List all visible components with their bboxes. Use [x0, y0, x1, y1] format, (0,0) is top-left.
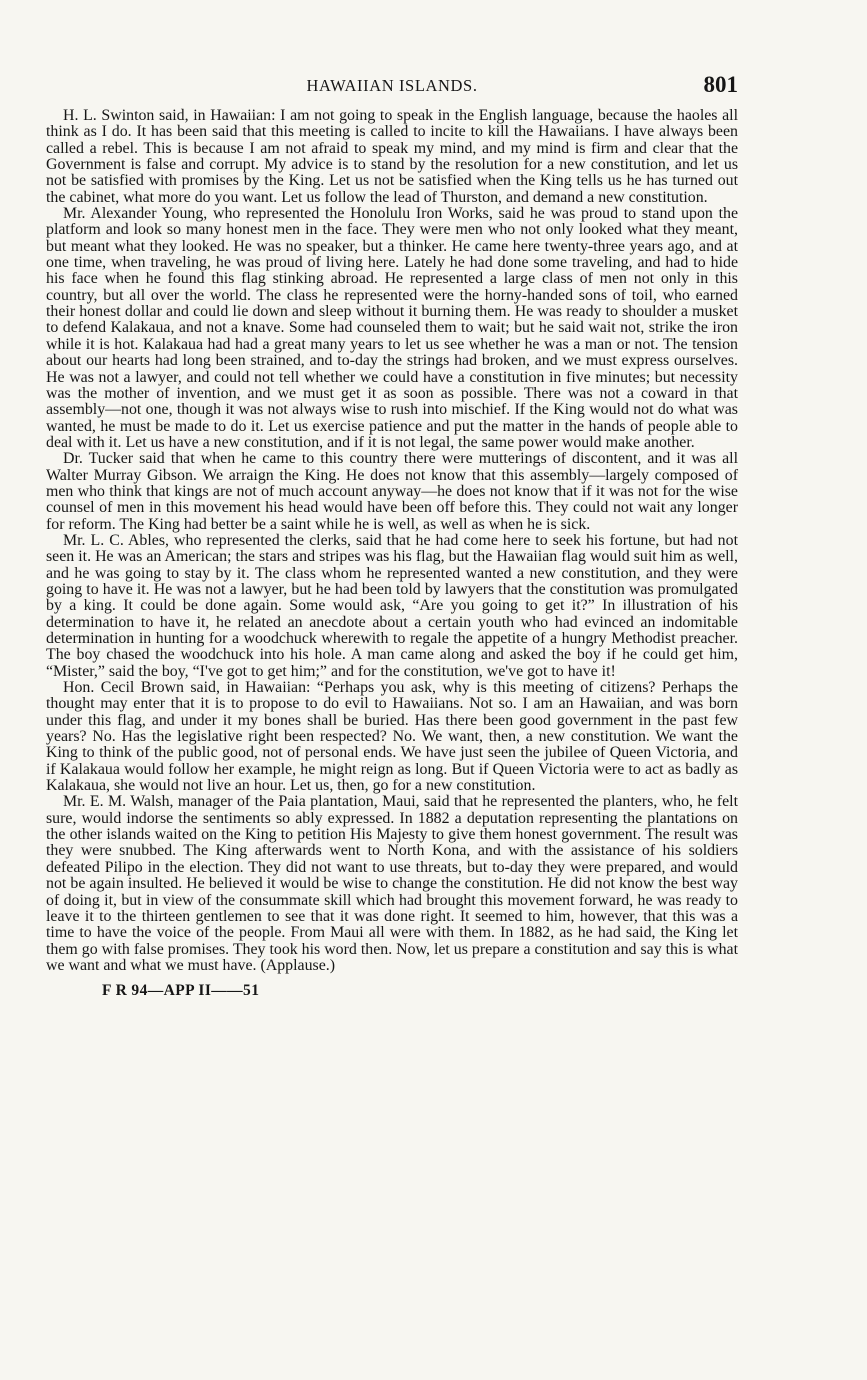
- paragraph-ables: Mr. L. C. Ables, who represented the clerks, said that he had come here to seek his fortune, but had not seen it. He was an American; the stars and stripes was his flag, but the Hawaiian flag would suit him as well, and he was going to stay by it. The class whom he represented wanted a new constitution, and they were going to have it. He was not a lawyer, but he had been told by lawyers that the constitution was promulgated by a king. It could be done again. Some would ask, “Are you going to get it?” In illustration of his determination to have it, he related an anecdote about a certain youth who had evinced an indomitable determination in hunting for a woodchuck wherewith to regale the appetite of a hungry Methodist preacher. The boy chased the woodchuck into his hole. A man came along and asked the boy if he could get him, “Mister,” said the boy, “I've got to get him;” and for the constitution, we've got to have it!: [46, 531, 738, 680]
- printer-signature: F R 94—APP II——51: [102, 982, 260, 1000]
- document-page: [46, 72, 738, 1000]
- paragraph-walsh: Mr. E. M. Walsh, manager of the Paia plantation, Maui, said that he represented the planters, who, he felt sure, would indorse the sentiments so ably expressed. In 1882 a deputation representing the plantations on the other islands waited on the King to petition His Majesty to give them honest government. The result was they were snubbed. The King afterwards went to North Kona, and with the assistance of his soldiers defeated Pilipo in the election. They did not want to use threats, but to-day they were prepared, and would not be again insulted. He believed it would be wise to change the constitution. He did not know the best way of doing it, but in view of the consummate skill which had brought this movement forward, he was ready to leave it to the thirteen gentlemen to see that it was done right. It seemed to him, however, that this was a time to have the voice of the people. From Maui all were with them. In 1882, as he had said, the King let them go with false promises. They took his word then. Now, let us prepare a constitution and say this is what we want and what we must have. (Applause.): [46, 793, 739, 974]
- running-title: HAWAIIAN ISLANDS.: [306, 76, 478, 95]
- paragraph-brown: Hon. Cecil Brown said, in Hawaiian: “Perhaps you ask, why is this meeting of citizens? Perhaps the thought may enter that it is to propose to do evil to Hawaiians. Not so. I am an Hawaiian, and was born under this flag, and under it my bones shall be buried. Has there been good government in the past few years? No. Has the legislative right been respected? No. We want, then, a new constitution. We want the King to think of the public good, not of personal ends. We have just seen the jubilee of Queen Victoria, and if Kalakaua would follow her example, he might reign as long. But if Queen Victoria were to act as badly as Kalakaua, she would not live an hour. Let us, then, go for a new constitution.: [46, 679, 738, 795]
- body-text: [46, 108, 738, 974]
- page-number: 801: [703, 72, 738, 97]
- paragraph-tucker: Dr. Tucker said that when he came to this country there were mutterings of discontent, and it was all Walter Murray Gibson. We arraign the King. He does not know that this assembly—largely composed of men who think that kings are not of much account anyway—he does not know that if it was not for the wise counsel of men in this movement his head would have been off before this. They could not wait any longer for reform. The King had better be a saint while he is well, as well as when he is sick.: [46, 450, 738, 533]
- paragraph-swinton: H. L. Swinton said, in Hawaiian: I am not going to speak in the English language, because the haoles all think as I do. It has been said that this meeting is called to incite to kill the Hawaiians. I have always been called a rebel. This is because I am not afraid to speak my mind, and my mind is firm and clear that the Government is false and corrupt. My advice is to stand by the resolution for a new constitution, and let us not be satisfied with promises by the King. Let us not be satisfied when the King tells us he has turned out the cabinet, what more do you want. Let us follow the lead of Thurston, and demand a new constitution.: [46, 107, 738, 206]
- paragraph-young: Mr. Alexander Young, who represented the Honolulu Iron Works, said he was proud to stand upon the platform and look so many honest men in the face. They were men who not only looked what they meant, but meant what they looked. He was no speaker, but a thinker. He came here twenty-three years ago, and at one time, when traveling, he was proud of living here. Lately he had done some traveling, and had to hide his face when he found this flag stinking abroad. He represented a large class of men not only in this country, but all over the world. The class he represented were the horny-handed sons of toil, who earned their honest dollar and could lie down and sleep without it burning them. He was ready to shoulder a musket to defend Kalakaua, and not a knave. Some had counseled them to wait; but he said wait not, strike the iron while it is hot. Kalakaua had had a great many years to let us see whether he was a man or not. The tension about our hearts had long been strained, and to-day the strings had broken, and we must express ourselves. He was not a lawyer, and could not tell whether we could have a constitution in five minutes; but necessity was the mother of invention, and we must get it as soon as possible. There was not a coward in that assembly—not one, though it was not always wise to rush into mischief. If the King would not do what was wanted, he must be made to do it. Let us exercise patience and put the matter in the hands of people able to deal with it. Let us have a new constitution, and if it is not legal, the same power would make another.: [46, 205, 738, 451]
- page-header: [46, 72, 738, 108]
